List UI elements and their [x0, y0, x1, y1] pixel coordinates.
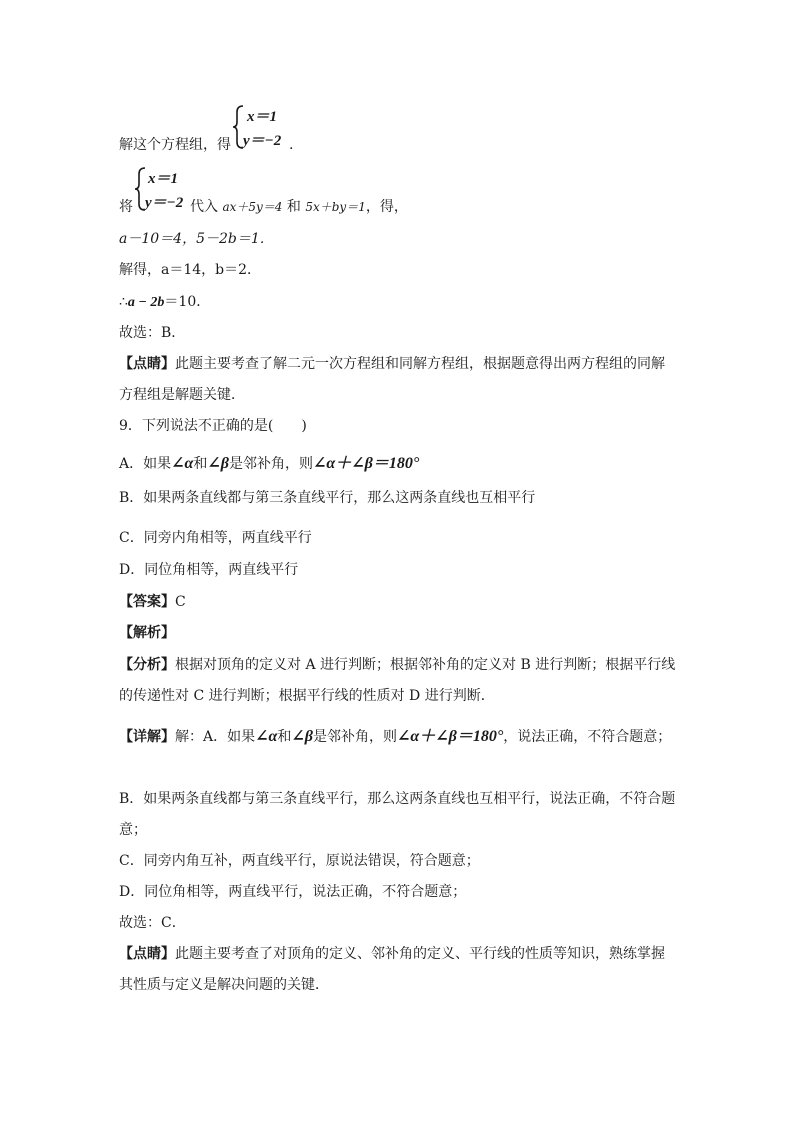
detail-line-a: [119, 727, 671, 747]
detail-line-c: C．同旁内角互补，两直线平行，原说法错误，符合题意；: [119, 853, 480, 869]
therefore-symbol: ∴: [119, 294, 128, 310]
substitute-eq1: ax＋5y＝4: [222, 200, 283, 214]
answer-value: C: [175, 594, 186, 610]
option-a-mid: 和: [193, 456, 208, 472]
solve-prefix: 解这个方程组，得: [119, 137, 231, 153]
detail-line-d: D．同位角相等，两直线平行，说法正确，不符合题意；: [119, 884, 467, 900]
option-a-prefix: A．如果: [119, 456, 172, 472]
equation-line: a－10＝4，5－2b＝1．: [119, 231, 274, 247]
question-option-a: [119, 454, 419, 474]
comment2-line1: [119, 944, 665, 964]
substitute-text-a: 代入: [190, 199, 218, 215]
substitute-sys-row1: x＝1: [148, 171, 179, 187]
substitute-sys-row2: y＝−2: [145, 195, 184, 211]
comment2-text1: 此题主要考查了对顶角的定义、邻补角的定义、平行线的性质等知识，熟练掌握: [175, 946, 665, 962]
substitute-text-b: 和: [286, 199, 301, 215]
fenxi-text2: 的传递性对 C 进行判断；根据平行线的性质对 D 进行判断．: [119, 688, 495, 704]
substitute-text-c: ，得，: [365, 199, 408, 215]
detail-formula: ∠α＋∠β＝180°: [397, 728, 504, 745]
detail-mid: 和: [277, 729, 292, 745]
detail-line-b2: 意；: [119, 822, 147, 838]
substitute-eq2: 5x＋by＝1: [305, 200, 366, 214]
detail-tag: 【详解】: [119, 729, 175, 745]
option-a-angle1: ∠α: [171, 455, 194, 472]
substitute-prefix: 将: [119, 199, 133, 215]
comment1-text1: 此题主要考查了解二元一次方程组和同解方程组，根据题意得出两方程组的同解: [175, 356, 665, 372]
detail-text: 是邻补角，则: [313, 729, 397, 745]
detail-line-b1: B．如果两条直线都与第三条直线平行，那么这两条直线也互相平行，说法正确，不符合题: [119, 791, 676, 807]
fenxi-line1: [119, 655, 675, 675]
result-value: ＝10．: [164, 294, 211, 310]
solve-line: [119, 135, 231, 155]
solution-line: 解得，a＝14，b＝2．: [119, 262, 262, 278]
comment1-tag: 【点睛】: [119, 356, 175, 372]
comment2-text2: 其性质与定义是解决问题的关键．: [119, 977, 329, 993]
substitute-rest: [190, 197, 408, 217]
detail-tail: ，说法正确，不符合题意；: [503, 729, 672, 745]
result-line: [119, 292, 210, 313]
option-a-formula: ∠α＋∠β＝180°: [313, 455, 420, 472]
solve-sys-row1: x＝1: [247, 109, 278, 125]
question-title: 9．下列说法不正确的是( ): [119, 418, 307, 434]
question-option-c: C．同旁内角相等，两直线平行: [119, 530, 312, 546]
comment1-text2: 方程组是解题关键．: [119, 387, 245, 403]
comment1-line1: [119, 354, 665, 374]
solve-suffix: .: [289, 137, 294, 153]
detail-choice: 故选：C．: [119, 915, 186, 931]
detail-angle1: ∠α: [255, 728, 278, 745]
answer-line: [119, 592, 186, 612]
fenxi-tag: 【分析】: [119, 657, 175, 673]
analysis-tag: 【解析】: [119, 625, 175, 641]
solve-sys-row2: y＝−2: [243, 133, 282, 149]
answer-tag: 【答案】: [119, 594, 175, 610]
question-option-d: D．同位角相等，两直线平行: [119, 562, 299, 578]
detail-prefix: 解：A．如果: [175, 729, 256, 745]
result-expr: a − 2b: [127, 295, 165, 310]
fenxi-text1: 根据对顶角的定义对 A 进行判断；根据邻补角的定义对 B 进行判断；根据平行线: [175, 657, 676, 673]
question-option-b: B．如果两条直线都与第三条直线平行，那么这两条直线也互相平行: [119, 490, 536, 506]
option-a-angle2: ∠β: [207, 455, 229, 472]
choice-line: 故选：B．: [119, 325, 186, 341]
option-a-text: 是邻补角，则: [229, 456, 313, 472]
comment2-tag: 【点睛】: [119, 946, 175, 962]
detail-angle2: ∠β: [291, 728, 313, 745]
